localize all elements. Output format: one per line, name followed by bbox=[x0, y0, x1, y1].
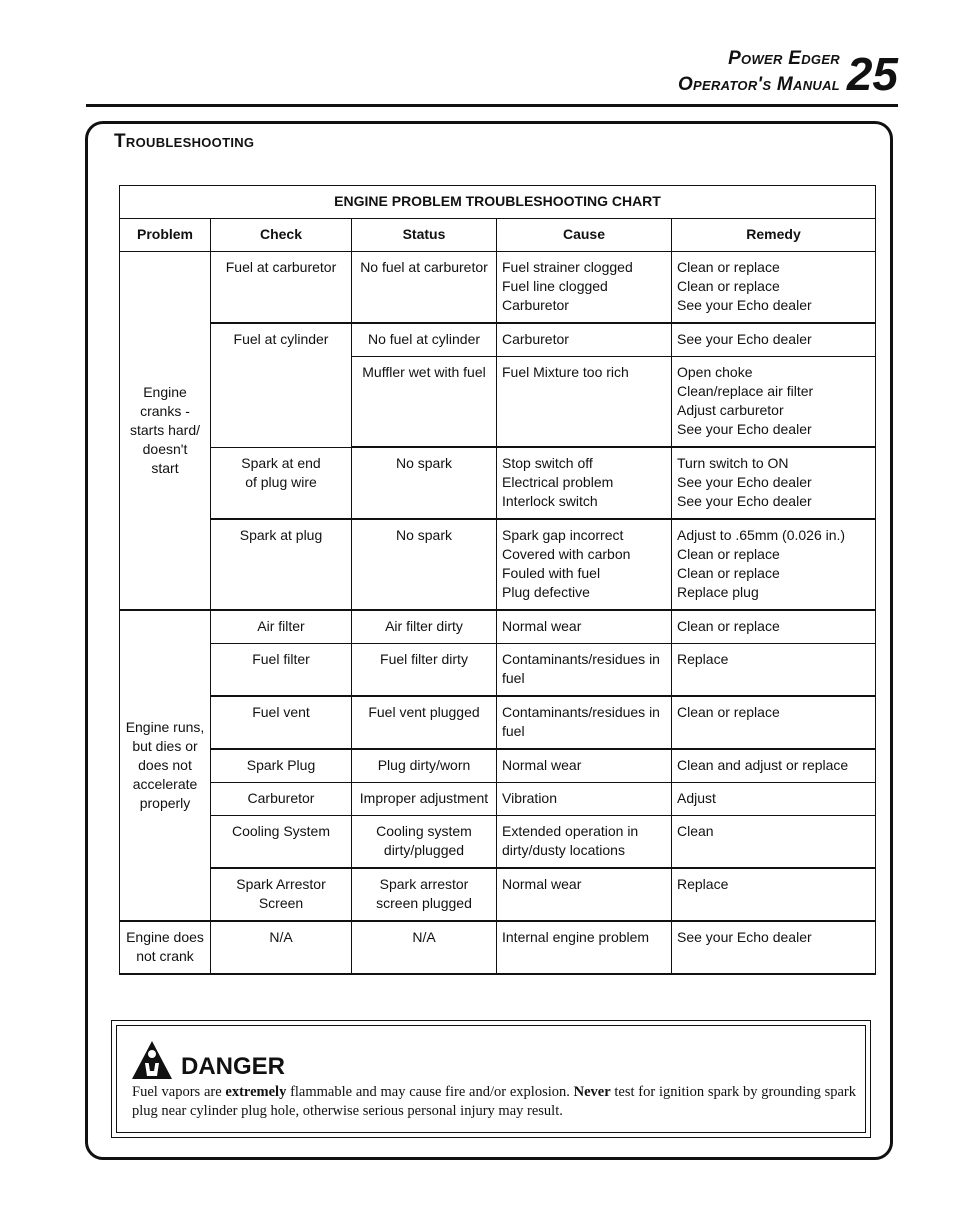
check-cell bbox=[211, 816, 352, 869]
column-header-status: Status bbox=[352, 219, 497, 252]
cell-line: not crank bbox=[136, 948, 194, 964]
cell-line: Air filter bbox=[257, 618, 305, 634]
cell-line: Clean bbox=[677, 823, 714, 839]
page-number: 25 bbox=[846, 48, 898, 100]
cause-cell bbox=[497, 696, 672, 749]
check-cell bbox=[211, 783, 352, 816]
cause-cell bbox=[497, 357, 672, 448]
cell-line: Contaminants/residues in bbox=[502, 704, 660, 720]
remedy-cell bbox=[672, 644, 876, 697]
status-cell bbox=[352, 749, 497, 783]
cell-line: See your Echo dealer bbox=[677, 297, 812, 313]
cell-line: Spark Plug bbox=[246, 757, 316, 773]
cell-line: dirty/plugged bbox=[383, 842, 465, 858]
remedy-cell bbox=[672, 749, 876, 783]
cell-line: doesn't bbox=[142, 440, 188, 457]
cell-line: Plug dirty/worn bbox=[377, 757, 471, 773]
danger-text-bold2: Never bbox=[573, 1084, 611, 1100]
cell-line: of plug wire bbox=[245, 473, 317, 490]
cause-cell bbox=[497, 783, 672, 816]
cell-line: Extended operation in bbox=[502, 823, 639, 839]
header-title-line1 bbox=[678, 46, 840, 72]
cell-line: Turn switch to ON bbox=[677, 455, 789, 471]
cell-line: No spark bbox=[395, 455, 453, 471]
danger-text bbox=[132, 1083, 856, 1121]
cell-line: Engine runs, bbox=[125, 718, 205, 735]
section-title-text: Troubleshooting bbox=[114, 131, 255, 152]
cause-cell bbox=[497, 323, 672, 357]
table-row bbox=[120, 696, 876, 749]
cell-line: properly bbox=[139, 794, 191, 811]
cell-line: Open choke bbox=[677, 364, 753, 380]
cell-line: Engine does bbox=[126, 929, 204, 945]
cell-line: No fuel at carburetor bbox=[360, 259, 488, 275]
cell-line: Covered with carbon bbox=[502, 546, 631, 562]
status-cell bbox=[352, 644, 497, 697]
column-header-cause: Cause bbox=[497, 219, 672, 252]
cell-line: No spark bbox=[395, 527, 453, 543]
cause-cell bbox=[497, 610, 672, 644]
cell-line: Cooling system bbox=[376, 823, 472, 839]
cell-line: Spark gap incorrect bbox=[502, 527, 624, 543]
cell-line: but dies or bbox=[132, 737, 198, 754]
danger-text-part2: flammable and may cause fire and/or explosion. bbox=[286, 1084, 574, 1100]
manual-header bbox=[678, 46, 840, 98]
column-header-problem: Problem bbox=[120, 219, 211, 252]
cell-line: N/A bbox=[269, 929, 293, 945]
cell-line: See your Echo dealer bbox=[677, 929, 812, 945]
cell-line: Cooling System bbox=[231, 823, 331, 839]
remedy-cell bbox=[672, 357, 876, 448]
cell-line: Clean and adjust or replace bbox=[677, 757, 849, 773]
status-cell bbox=[352, 816, 497, 869]
danger-label: DANGER bbox=[181, 1053, 286, 1080]
table-row bbox=[120, 610, 876, 644]
chart-title: ENGINE PROBLEM TROUBLESHOOTING CHART bbox=[120, 186, 876, 219]
status-cell bbox=[352, 447, 497, 519]
check-cell bbox=[211, 447, 352, 519]
cell-line: See your Echo dealer bbox=[677, 493, 812, 509]
cell-line: Internal engine problem bbox=[502, 929, 650, 945]
cell-line: Clean or replace bbox=[677, 278, 780, 294]
remedy-cell bbox=[672, 447, 876, 519]
header-title-line2 bbox=[678, 72, 840, 98]
cell-line: Engine bbox=[143, 383, 187, 400]
cell-line: Clean or replace bbox=[677, 546, 780, 562]
cell-line: Carburetor bbox=[502, 297, 569, 313]
check-cell bbox=[211, 921, 352, 974]
cell-line: Muffler wet with fuel bbox=[362, 364, 486, 380]
cell-line: Electrical problem bbox=[502, 474, 614, 490]
cell-line: Clean/replace air filter bbox=[677, 383, 814, 399]
table-row bbox=[120, 447, 876, 519]
table-row bbox=[120, 252, 876, 324]
cell-line: Fuel at cylinder bbox=[233, 331, 329, 347]
status-cell bbox=[352, 357, 497, 448]
cell-line: fuel bbox=[502, 723, 525, 739]
cell-line: Normal wear bbox=[502, 757, 582, 773]
cell-line: dirty/dusty locations bbox=[502, 842, 625, 858]
cell-line: Vibration bbox=[502, 790, 558, 806]
cell-line: Adjust bbox=[677, 790, 716, 806]
cell-line: Fuel strainer clogged bbox=[502, 259, 633, 275]
cell-line: Normal wear bbox=[502, 876, 582, 892]
check-cell bbox=[211, 868, 352, 921]
check-cell bbox=[211, 323, 352, 447]
table-row bbox=[120, 749, 876, 783]
cell-line: Air filter dirty bbox=[385, 618, 463, 634]
status-cell bbox=[352, 519, 497, 610]
header-title-line1-text: Power Edger bbox=[728, 48, 840, 69]
problem-cell bbox=[120, 610, 211, 921]
cell-line: Replace bbox=[677, 651, 729, 667]
remedy-cell bbox=[672, 868, 876, 921]
section-title bbox=[114, 131, 254, 153]
table-row bbox=[120, 921, 876, 974]
column-header-check: Check bbox=[211, 219, 352, 252]
cell-line: Plug defective bbox=[502, 584, 590, 600]
status-cell bbox=[352, 252, 497, 324]
cause-cell bbox=[497, 921, 672, 974]
cell-line: N/A bbox=[412, 929, 436, 945]
cause-cell bbox=[497, 447, 672, 519]
cell-line: Spark at plug bbox=[239, 527, 323, 543]
header-rule bbox=[86, 104, 898, 107]
check-cell bbox=[211, 610, 352, 644]
cell-line: Interlock switch bbox=[502, 493, 598, 509]
status-cell bbox=[352, 696, 497, 749]
cell-line: Spark Arrestor bbox=[236, 876, 326, 892]
cell-line: starts hard/ bbox=[129, 421, 201, 438]
cause-cell bbox=[497, 644, 672, 697]
troubleshooting-chart bbox=[119, 185, 876, 975]
cause-cell bbox=[497, 868, 672, 921]
cell-line: Spark arrestor bbox=[379, 876, 469, 892]
cause-cell bbox=[497, 749, 672, 783]
status-cell bbox=[352, 323, 497, 357]
header-title-line2-text: Operator's Manual bbox=[677, 74, 840, 95]
cell-line: Contaminants/residues in bbox=[502, 651, 660, 667]
check-cell bbox=[211, 252, 352, 324]
table-row bbox=[120, 323, 876, 357]
cause-cell bbox=[497, 816, 672, 869]
remedy-cell bbox=[672, 816, 876, 869]
table-row bbox=[120, 816, 876, 869]
cell-line: screen plugged bbox=[376, 895, 472, 911]
cell-line: Replace plug bbox=[677, 584, 759, 600]
cell-line: Carburetor bbox=[247, 790, 315, 806]
danger-text-part1: Fuel vapors are bbox=[132, 1084, 226, 1100]
cell-line: Clean or replace bbox=[677, 565, 780, 581]
cell-line: Fuel filter bbox=[252, 651, 310, 667]
remedy-cell bbox=[672, 921, 876, 974]
table-row bbox=[120, 519, 876, 610]
cell-line: Carburetor bbox=[502, 331, 569, 347]
table-row bbox=[120, 783, 876, 816]
cell-line: Fuel filter dirty bbox=[380, 651, 468, 667]
table-row bbox=[120, 644, 876, 697]
status-cell bbox=[352, 783, 497, 816]
cell-line: See your Echo dealer bbox=[677, 331, 812, 347]
problem-cell bbox=[120, 252, 211, 611]
check-cell bbox=[211, 644, 352, 697]
cell-line: See your Echo dealer bbox=[677, 421, 812, 437]
check-cell bbox=[211, 749, 352, 783]
cell-line: accelerate bbox=[132, 775, 198, 792]
cell-line: start bbox=[151, 459, 179, 476]
cell-line: Fuel at carburetor bbox=[225, 259, 337, 275]
check-cell bbox=[211, 696, 352, 749]
status-cell bbox=[352, 868, 497, 921]
cell-line: Fuel line clogged bbox=[502, 278, 608, 294]
remedy-cell bbox=[672, 323, 876, 357]
cell-line: Replace bbox=[677, 876, 729, 892]
cell-line: Adjust to .65mm (0.026 in.) bbox=[677, 527, 846, 543]
cell-line: Fuel Mixture too rich bbox=[502, 364, 629, 380]
warning-triangle-icon bbox=[131, 1040, 173, 1080]
cell-line: Clean or replace bbox=[677, 259, 780, 275]
cell-line: Normal wear bbox=[502, 618, 582, 634]
check-cell bbox=[211, 519, 352, 610]
remedy-cell bbox=[672, 783, 876, 816]
cell-line: fuel bbox=[502, 670, 525, 686]
cell-line: Fuel vent bbox=[252, 704, 310, 720]
column-header-remedy: Remedy bbox=[672, 219, 876, 252]
status-cell bbox=[352, 921, 497, 974]
cell-line: See your Echo dealer bbox=[677, 474, 812, 490]
danger-text-part3: test for ignition spark by grounding spark plug near cylinder plug hole, otherwise serious personal injury may result. bbox=[132, 1084, 856, 1119]
cause-cell bbox=[497, 519, 672, 610]
cell-line: Clean or replace bbox=[677, 618, 780, 634]
status-cell bbox=[352, 610, 497, 644]
cause-cell bbox=[497, 252, 672, 324]
remedy-cell bbox=[672, 696, 876, 749]
cell-line: does not bbox=[138, 756, 192, 773]
cell-line: Improper adjustment bbox=[359, 790, 489, 806]
danger-text-bold1: extremely bbox=[225, 1084, 287, 1100]
cell-line: Screen bbox=[258, 895, 304, 911]
remedy-cell bbox=[672, 252, 876, 324]
cell-line: Clean or replace bbox=[677, 704, 780, 720]
cell-line: Adjust carburetor bbox=[677, 402, 784, 418]
cell-line: cranks - bbox=[140, 402, 190, 419]
remedy-cell bbox=[672, 610, 876, 644]
table-row bbox=[120, 868, 876, 921]
cell-line: Spark at end bbox=[241, 454, 321, 471]
cell-line: Fouled with fuel bbox=[502, 565, 601, 581]
cell-line: Fuel vent plugged bbox=[368, 704, 480, 720]
problem-cell bbox=[120, 921, 211, 974]
remedy-cell bbox=[672, 519, 876, 610]
cell-line: Stop switch off bbox=[502, 455, 593, 471]
cell-line: No fuel at cylinder bbox=[367, 331, 481, 347]
